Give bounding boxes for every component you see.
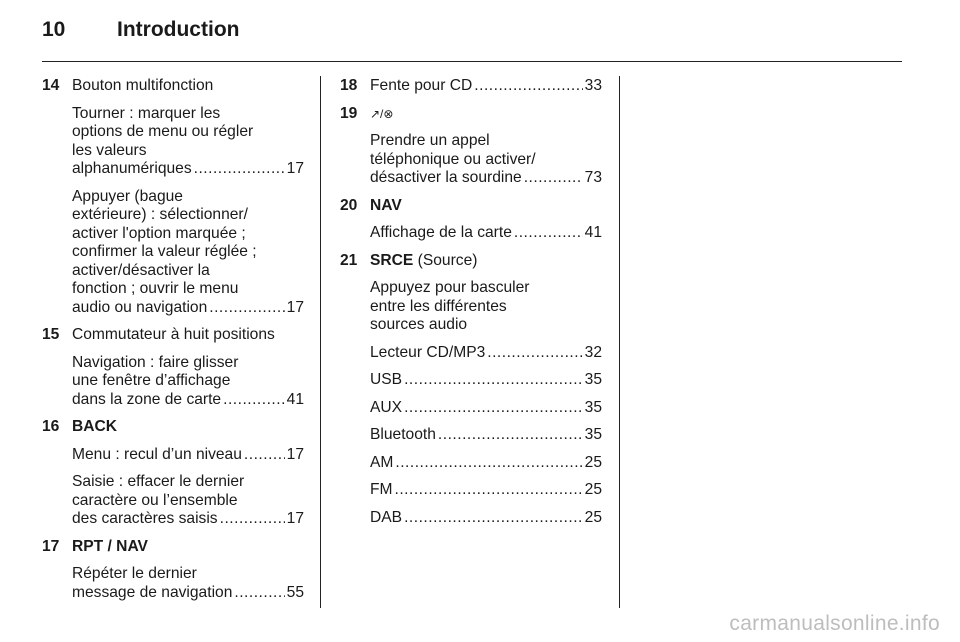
leader-dots: [244, 446, 285, 465]
page-reference[interactable]: [370, 169, 602, 188]
page-reference[interactable]: [72, 299, 304, 318]
entry-item: [370, 481, 602, 500]
item-text: alphanumériques: [72, 160, 192, 177]
item-text: message de navigation: [72, 583, 233, 601]
entry-18: [340, 77, 602, 96]
item-text: AM: [370, 453, 394, 471]
entry-item: [72, 565, 304, 602]
item-text: fonction ; ouvrir le menu: [72, 280, 239, 297]
page-ref-number: 17: [286, 298, 304, 316]
page-ref-number: 41: [584, 224, 602, 241]
entry-heading-suffix: (Source): [413, 251, 478, 269]
page-reference[interactable]: [72, 160, 304, 179]
page-reference[interactable]: [72, 446, 304, 465]
entry-item: [370, 426, 602, 445]
entry-number: 21: [340, 251, 358, 269]
entry-heading: BACK: [72, 418, 118, 435]
entry-heading: [370, 252, 602, 271]
page-ref-number: 35: [584, 426, 602, 443]
leader-dots: [404, 509, 583, 528]
middle-column: [340, 77, 602, 536]
leader-dots: [209, 299, 284, 318]
page-reference[interactable]: [370, 426, 602, 445]
column-divider: [320, 76, 321, 608]
entry-number: 16: [42, 418, 60, 435]
entry-item: [370, 224, 602, 243]
leader-dots: [474, 77, 582, 96]
leader-dots: [220, 510, 285, 529]
item-text: activer/désactiver la: [72, 261, 210, 279]
left-column: [42, 77, 304, 611]
leader-dots: [487, 344, 582, 363]
entry-number: 19: [340, 104, 358, 122]
leader-dots: [194, 160, 285, 179]
entry-heading: Commutateur à huit positions: [72, 326, 275, 343]
item-text: AUX: [370, 398, 403, 416]
item-text: Tourner : marquer les: [72, 104, 221, 122]
page-reference[interactable]: [370, 509, 602, 528]
item-text: Affichage de la carte: [370, 224, 512, 241]
item-text: Appuyez pour basculer: [370, 279, 530, 296]
entry-item: [370, 454, 602, 473]
item-text: confirmer la valeur réglée ;: [72, 243, 257, 260]
entry-16: [42, 418, 304, 529]
item-text: les valeurs: [72, 141, 147, 159]
section-title: Introduction: [117, 18, 240, 41]
item-text: Prendre un appel: [370, 132, 490, 149]
leader-dots: [404, 399, 583, 418]
entry-14: [42, 77, 304, 317]
item-text: Bluetooth: [370, 426, 436, 443]
item-text: Répéter le dernier: [72, 565, 197, 582]
item-text: entre les différentes: [370, 297, 507, 315]
item-text: USB: [370, 371, 403, 388]
entry-item: [72, 105, 304, 179]
entry-heading: RPT / NAV: [72, 537, 148, 555]
entry-17: [42, 538, 304, 603]
item-text: téléphonique ou activer/: [370, 150, 536, 168]
item-text: caractère ou l’ensemble: [72, 491, 238, 509]
entry-heading-label: SRCE: [370, 251, 414, 269]
page-reference[interactable]: [370, 77, 602, 96]
column-divider: [619, 76, 620, 608]
page-number: 10: [42, 18, 66, 41]
item-text: audio ou navigation: [72, 298, 208, 316]
item-text: DAB: [370, 508, 403, 526]
item-text: une fenêtre d’affichage: [72, 372, 231, 389]
leader-dots: [404, 371, 583, 390]
watermark: carmanualsonline.info: [729, 612, 940, 635]
page-reference[interactable]: [370, 371, 602, 390]
entry-number: 14: [42, 77, 60, 94]
entry-heading: Fente pour CD: [370, 77, 473, 94]
page-reference[interactable]: [370, 481, 602, 500]
item-text: Saisie : effacer le dernier: [72, 473, 245, 490]
item-text: des caractères saisis: [72, 510, 218, 527]
entry-number: 20: [340, 196, 358, 214]
entry-item: [72, 473, 304, 529]
entry-number: 18: [340, 77, 358, 94]
page-reference[interactable]: [370, 399, 602, 418]
item-text: activer l'option marquée ;: [72, 224, 246, 242]
entry-15: [42, 326, 304, 409]
entry-19: [340, 105, 602, 188]
entry-item: [72, 446, 304, 465]
entry-21: [340, 252, 602, 528]
leader-dots: [395, 454, 582, 473]
item-text: sources audio: [370, 316, 468, 333]
page-ref-number: 25: [584, 481, 602, 498]
page-reference[interactable]: [72, 584, 304, 603]
leader-dots: [395, 481, 583, 500]
entry-item: [370, 399, 602, 418]
entry-heading: [370, 105, 602, 124]
page-reference[interactable]: [370, 224, 602, 243]
page-reference[interactable]: [370, 344, 602, 363]
leader-dots: [514, 224, 583, 243]
page-reference[interactable]: [72, 510, 304, 529]
header-rule: [42, 61, 902, 62]
page-reference[interactable]: [72, 391, 304, 410]
item-text: FM: [370, 481, 393, 498]
item-text: options de menu ou régler: [72, 123, 254, 140]
page-ref-number: 55: [286, 583, 304, 601]
page-ref-number: 73: [584, 169, 602, 186]
entry-item: [72, 354, 304, 410]
item-text: Navigation : faire glisser: [72, 353, 239, 371]
page-ref-number: 17: [286, 160, 304, 177]
entry-number: 17: [42, 537, 60, 555]
entry-heading: NAV: [370, 196, 402, 214]
leader-dots: [223, 391, 285, 410]
leader-dots: [438, 426, 583, 445]
entry-20: [340, 197, 602, 243]
entry-item: [370, 344, 602, 363]
entry-number: 15: [42, 326, 60, 343]
page-ref-number: 17: [286, 445, 304, 463]
page-ref-number: 25: [584, 508, 602, 526]
leader-dots: [524, 169, 583, 188]
entry-item: [72, 188, 304, 318]
item-text: Menu : recul d’un niveau: [72, 445, 242, 463]
page-ref-number: 33: [584, 77, 602, 94]
entry-heading: Bouton multifonction: [72, 77, 214, 94]
item-text: extérieure) : sélectionner/: [72, 206, 248, 223]
item-text: dans la zone de carte: [72, 390, 222, 408]
item-text: désactiver la sourdine: [370, 169, 522, 186]
page-ref-number: 32: [584, 343, 602, 361]
entry-item: [370, 279, 602, 335]
page-ref-number: 41: [286, 390, 304, 408]
entry-item: [370, 371, 602, 390]
page-ref-number: 17: [286, 510, 304, 527]
entry-item: [370, 132, 602, 188]
page-ref-number: 35: [584, 398, 602, 416]
leader-dots: [234, 584, 284, 603]
page-reference[interactable]: [370, 454, 602, 473]
page-ref-number: 35: [584, 371, 602, 388]
entry-item: [370, 509, 602, 528]
phone-mute-icon: ↗/⊗: [370, 106, 394, 121]
item-text: Lecteur CD/MP3: [370, 343, 486, 361]
page-ref-number: 25: [584, 453, 602, 471]
item-text: Appuyer (bague: [72, 187, 183, 205]
